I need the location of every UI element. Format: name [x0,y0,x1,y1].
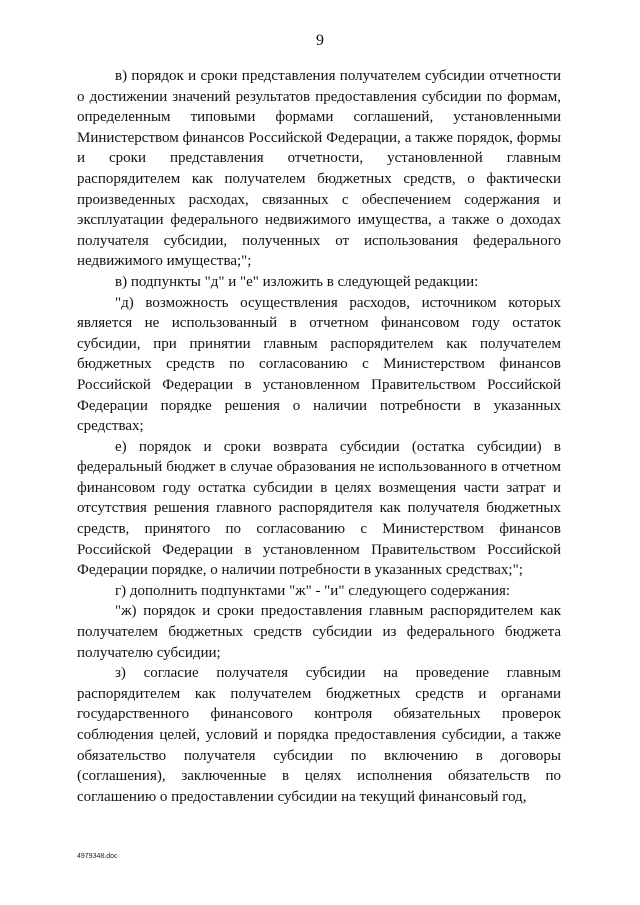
paragraph-v-subpoints-d-e: в) подпункты "д" и "е" изложить в следующей редакции: [115,273,479,290]
document-body [77,66,561,807]
paragraph-zh-terms: "ж) порядок и сроки предоставления главным распорядителем как получателем бюджетных средств субсидии из федерального бюджета получателю субсидии; [77,603,561,661]
paragraph-d-expenses: "д) возможность осуществления расходов, источником которых является не использованный в отчетном финансовом году остаток субсидии, при принятии главным распорядителем как получателем бюджетных средств по согласованию с Министерством финансов Российской Федерации в установленном Правительством Российской Федерации порядке решения о наличии потребности в указанных средствах; [77,294,561,435]
page-number: 9 [316,32,324,49]
document-file-code: 4979348.doc [77,853,118,860]
paragraph-z-consent: з) согласие получателя субсидии на проведение главным распорядителем как получателем бюджетных средств и органами государственного финансового контроля обязательных проверок соблюдения целей, условий и порядка предоставления субсидии, а также обязательство получателя субсидии по включению в договоры (соглашения), заключенные в целях исполнения обязательств по соглашению о предоставлении субсидии на текущий финансовый год, [77,665,561,805]
paragraph-e-return: е) порядок и сроки возврата субсидии (остатка субсидии) в федеральный бюджет в случае образования не использованного в отчетном финансовом году остатка субсидии в целях возмещения части затрат и отсутствия решения главного распорядителя как получателя бюджетных средств, принятого по согласованию с Министерством финансов Российской Федерации в установленном Правительством Российской Федерации порядке, о наличии потребности в указанных средствах;"; [77,438,561,579]
paragraph-g-add-subpoints: г) дополнить подпунктами "ж" - "и" следующего содержания: [115,582,511,599]
paragraph-v-reporting: в) порядок и сроки представления получателем субсидии отчетности о достижении значений результатов предоставления субсидии по формам, определенным типовыми формами соглашений, установленными Министерством финансов Российской Федерации, а также порядок, формы и сроки представления отчетности, установленной главным распорядителем как получателем бюджетных средств, о фактически произведенных расходах, связанных с обеспечением содержания и эксплуатации федерального недвижимого имущества, а также о доходах получателя субсидии, полученных от использования федерального недвижимого имущества;"; [77,68,561,270]
